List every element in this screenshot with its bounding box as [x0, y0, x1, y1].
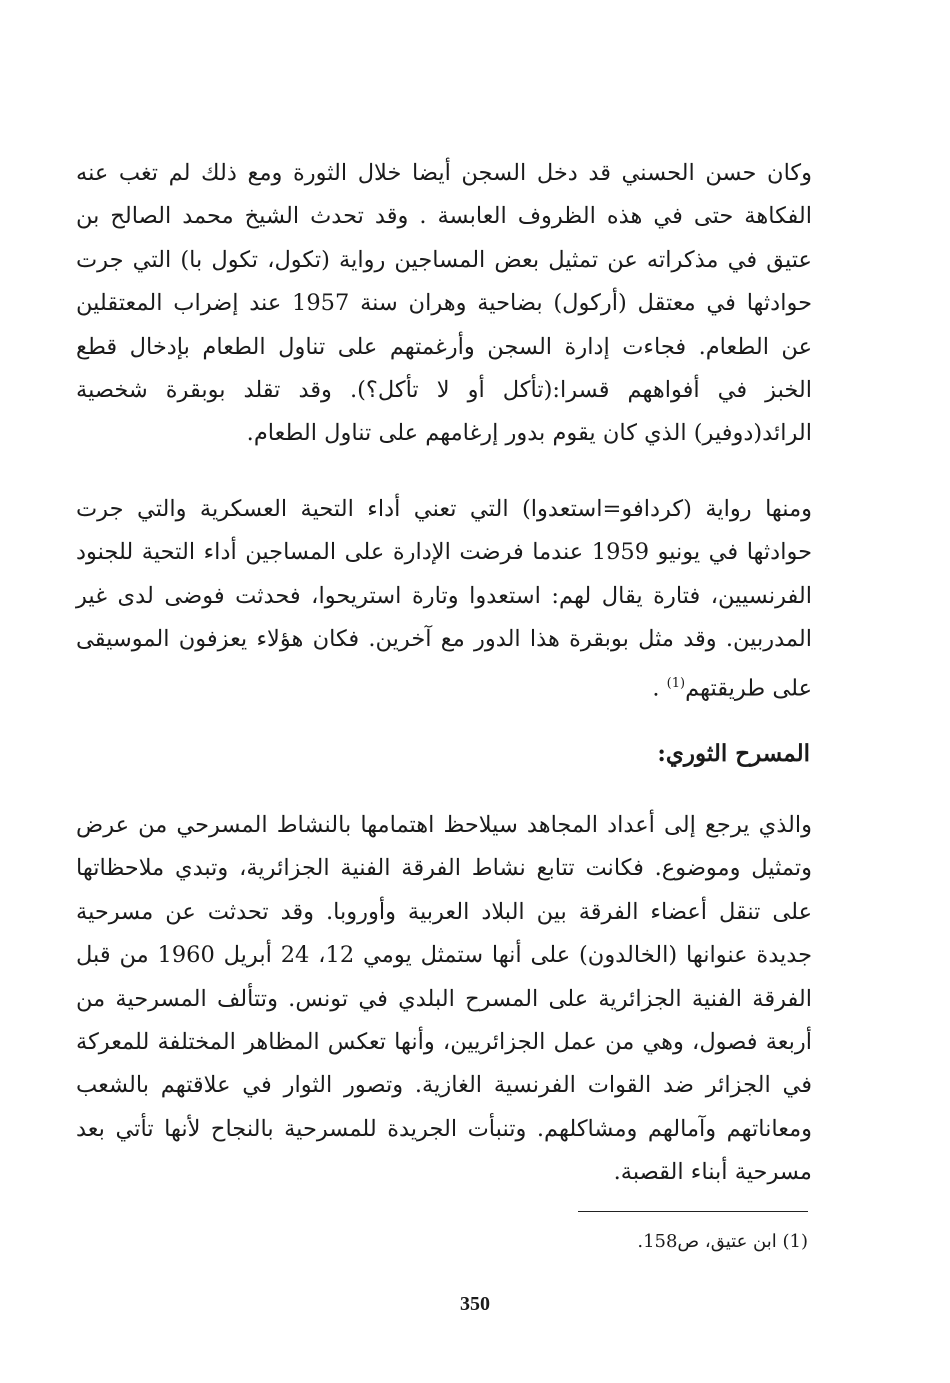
section-heading: المسرح الثوري:: [657, 740, 810, 767]
paragraph-2-text: ومنها رواية (كردافو=استعدوا) التي تعني أداء التحية العسكرية والتي جرت حوادثها في يونيو 1959 عندما فرضت الإدارة على المساجين أداء التحية للجنود الفرنسيين، فتارة يقال لهم: استعدوا وتارة استريحوا، فحدثت فوضى لدى غير المدربين. وقد مثل بوبقرة هذا الدور مع آخرين. فكان هؤلاء يعزفون الموسيقى على طريقتهم: [76, 496, 812, 702]
paragraph-3: والذي يرجع إلى أعداد المجاهد سيلاحظ اهتمامها بالنشاط المسرحي من عرض وتمثيل وموضوع. فكانت تتابع نشاط الفرقة الفنية الجزائرية، وتبدي ملاحظاتها على تنقل أعضاء الفرقة بين البلاد العربية وأوروبا. وقد تحدثت عن مسرحية جديدة عنوانها (الخالدون) على أنها ستمثل يومي 12، 24 أبريل 1960 من قبل الفرقة الفنية الجزائرية على المسرح البلدي في تونس. وتتألف المسرحية من أربعة فصول، وهي من عمل الجزائريين، وأنها تعكس المظاهر المختلفة للمعركة في الجزائر ضد القوات الفرنسية الغازية. وتصور الثوار في علاقتهم بالشعب ومعاناتهم وآمالهم ومشاكلهم. وتنبأت الجريدة للمسرحية بالنجاح لأنها تأتي بعد مسرحية أبناء القصبة.: [76, 812, 812, 1186]
page-number: 350: [460, 1293, 490, 1315]
footnote-divider: [578, 1211, 808, 1212]
paragraph-2-end: .: [652, 675, 667, 702]
paragraph-2: [76, 488, 812, 711]
paragraph-1: وكان حسن الحسني قد دخل السجن أيضا خلال الثورة ومع ذلك لم تغب عنه الفكاهة حتى في هذه الظروف العابسة . وقد تحدث الشيخ محمد الصالح بن عتيق في مذكراته عن تمثيل بعض المساجين رواية (تكول، تكول با) التي جرت حوادثها في معتقل (أركول) بضاحية وهران سنة 1957 عند إضراب المعتقلين عن الطعام. فجاءت إدارة السجن وأرغمتهم على تناول الطعام بإدخال قطع الخبز في أفواههم قسرا:(تأكل أو لا تأكل؟). وقد تقلد بوبقرة شخصية الرائد(دوفير) الذي كان يقوم بدور إرغامهم على تناول الطعام.: [76, 160, 812, 447]
footnote-reference: (1): [666, 675, 686, 691]
footnote: (1) ابن عتيق، ص158.: [637, 1231, 808, 1252]
